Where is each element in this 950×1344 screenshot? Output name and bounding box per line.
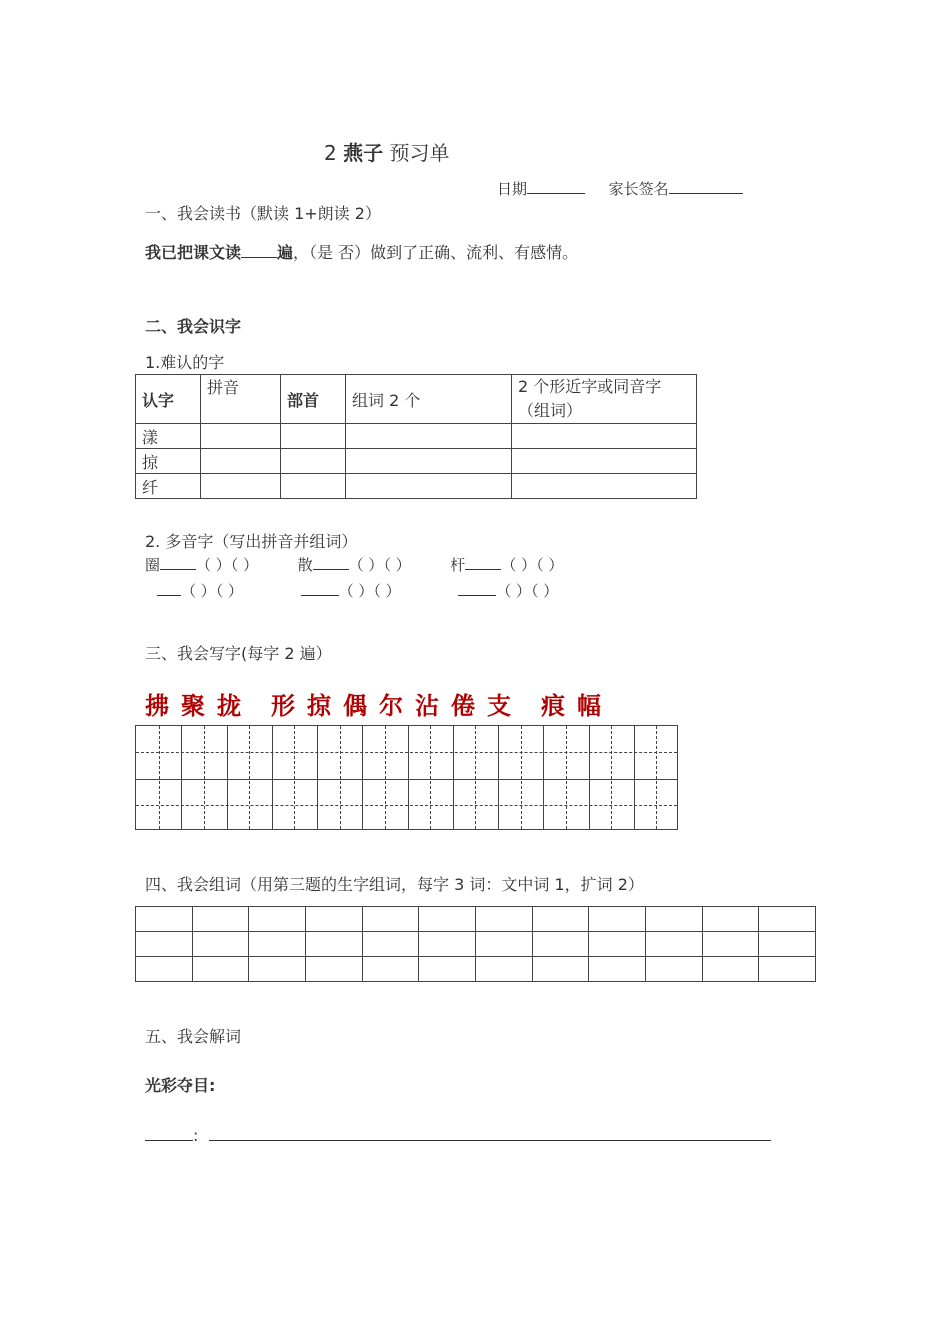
row-char: 掠: [136, 449, 201, 474]
word-cell[interactable]: [362, 932, 419, 957]
writing-grid[interactable]: [135, 725, 678, 830]
word-cell[interactable]: [249, 932, 306, 957]
header-words: 组词 2 个: [346, 375, 512, 424]
word-cell[interactable]: [645, 907, 702, 932]
sign-label: 家长签名: [608, 180, 669, 198]
word-cell[interactable]: [589, 957, 646, 982]
header-char: 认字: [136, 375, 201, 424]
word-grid[interactable]: [135, 906, 816, 982]
section2-heading: 二、我会识字: [145, 317, 242, 336]
word-cell[interactable]: [702, 932, 759, 957]
section2-sub2: 2. 多音字（写出拼音并组词）: [145, 532, 358, 551]
word-cell[interactable]: [305, 932, 362, 957]
date-blank[interactable]: [527, 179, 585, 194]
section2-sub1: 1.难认的字: [145, 353, 225, 372]
section1-reading-line: 我已把课文读 遍，（是 否）做到了正确、流利、有感情。: [145, 243, 579, 262]
word-cell[interactable]: [419, 932, 476, 957]
word-cell[interactable]: [475, 907, 532, 932]
row-char: 纤: [136, 474, 201, 499]
word-cell[interactable]: [249, 957, 306, 982]
word-cell[interactable]: [702, 957, 759, 982]
header-pinyin: 拼音: [201, 375, 281, 424]
term-label: 光彩夺目:: [145, 1076, 216, 1095]
read-count-blank[interactable]: [241, 243, 277, 258]
word-cell[interactable]: [759, 932, 816, 957]
section5-heading: 五、我会解词: [145, 1027, 242, 1046]
word-cell[interactable]: [702, 907, 759, 932]
word-cell[interactable]: [532, 932, 589, 957]
date-signature-line: [497, 178, 743, 199]
word-cell[interactable]: [532, 907, 589, 932]
word-cell[interactable]: [192, 907, 249, 932]
practice-characters: 拂 聚 拢 形 掠 偶 尔 沾 倦 支 痕 幅: [145, 691, 601, 720]
word-cell[interactable]: [136, 932, 193, 957]
sign-blank[interactable]: [669, 179, 743, 194]
polyphone-row-2: （ ）（ ） （ ）（ ） （ ）（ ）: [157, 580, 558, 601]
definition-line: :: [145, 1126, 771, 1145]
word-cell[interactable]: [192, 957, 249, 982]
word-cell[interactable]: [759, 907, 816, 932]
word-cell[interactable]: [192, 932, 249, 957]
section1-heading: 一、我会读书（默读 1+朗读 2）: [145, 204, 381, 223]
page-title: 2 燕子 预习单: [324, 141, 450, 165]
polyphone-row-1: 圈 （ ）（ ） 散 （ ）（ ） 杆 （ ）（ ）: [145, 556, 564, 574]
word-cell[interactable]: [475, 957, 532, 982]
row-char: 漾: [136, 424, 201, 449]
word-cell[interactable]: [589, 907, 646, 932]
word-cell[interactable]: [136, 907, 193, 932]
date-label: 日期: [497, 180, 528, 198]
word-cell[interactable]: [362, 907, 419, 932]
definition-blank[interactable]: [209, 1126, 771, 1141]
word-cell[interactable]: [136, 957, 193, 982]
word-cell[interactable]: [419, 907, 476, 932]
header-radical: 部首: [281, 375, 346, 424]
word-cell[interactable]: [759, 957, 816, 982]
word-cell[interactable]: [645, 957, 702, 982]
word-cell[interactable]: [645, 932, 702, 957]
word-cell[interactable]: [589, 932, 646, 957]
word-cell[interactable]: [475, 932, 532, 957]
section4-heading: 四、我会组词（用第三题的生字组词，每字 3 词：文中词 1，扩词 2）: [145, 875, 644, 894]
term-blank[interactable]: [145, 1126, 193, 1141]
word-cell[interactable]: [305, 907, 362, 932]
header-similar: 2 个形近字或同音字（组词）: [512, 375, 697, 424]
word-cell[interactable]: [305, 957, 362, 982]
word-cell[interactable]: [532, 957, 589, 982]
word-cell[interactable]: [419, 957, 476, 982]
section3-heading: 三、我会写字(每字 2 遍）: [145, 644, 332, 663]
word-cell[interactable]: [249, 907, 306, 932]
word-cell[interactable]: [362, 957, 419, 982]
char-table: [135, 374, 697, 499]
